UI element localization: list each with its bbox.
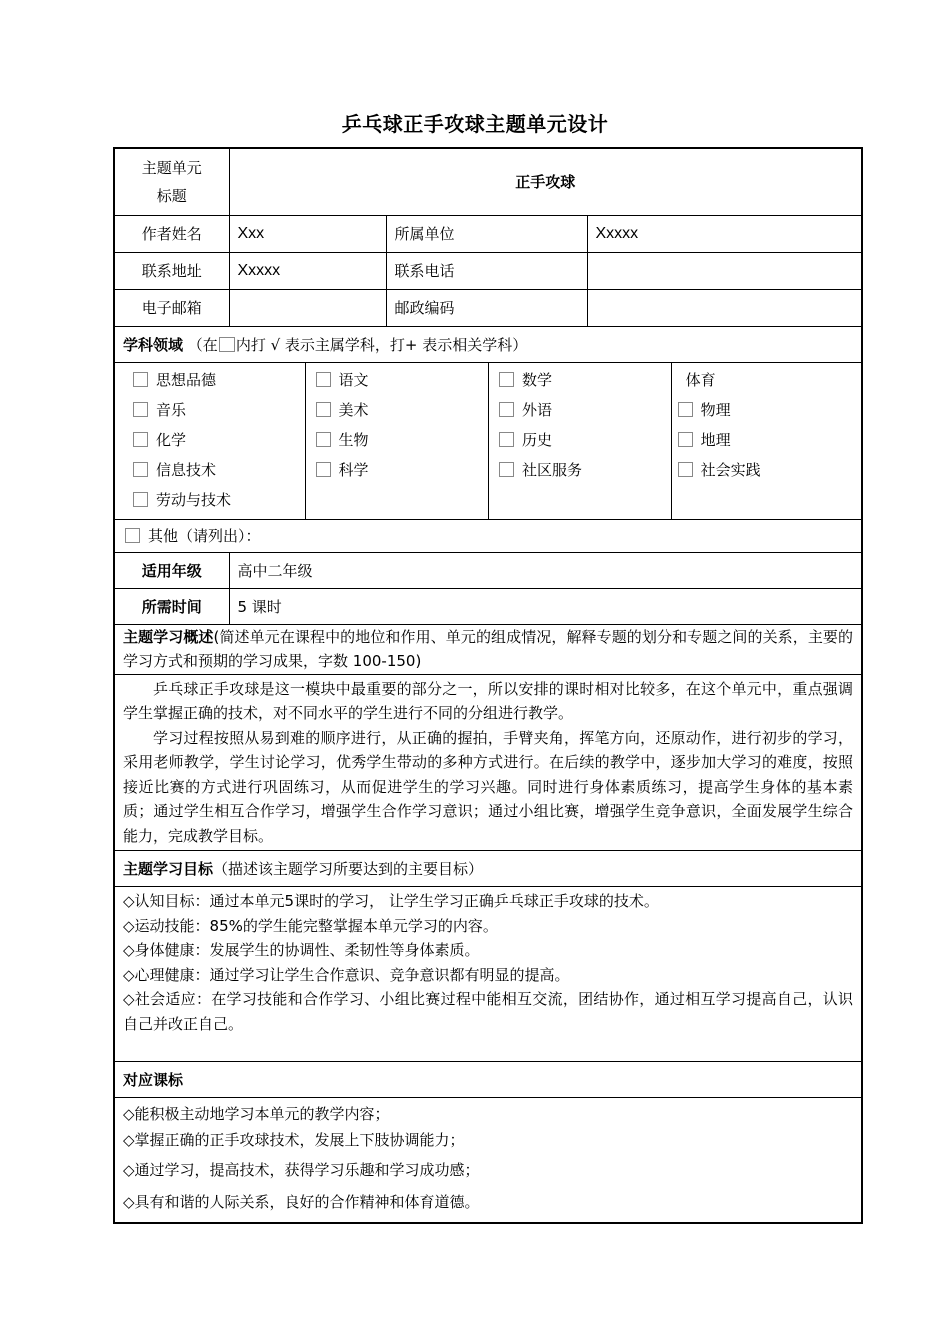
checkbox-icon[interactable]: [499, 432, 514, 447]
overview-header: [114, 624, 862, 674]
unit-label: 所属单位: [386, 215, 587, 252]
email-value[interactable]: [229, 289, 386, 326]
checkbox-icon[interactable]: [316, 432, 331, 447]
subject-area-note-post: 内打 √ 表示主属学科，打+ 表示相关学科）: [235, 335, 528, 354]
time-row: [114, 588, 862, 624]
checkbox-icon[interactable]: [678, 432, 693, 447]
standards-heading: 对应课标: [114, 1062, 862, 1098]
overview-heading: 主题学习概述: [123, 627, 214, 646]
document-title: 乒乓球正手攻球主题单元设计: [341, 112, 609, 136]
checkbox-icon[interactable]: [499, 402, 514, 417]
checkbox-icon[interactable]: [133, 492, 148, 507]
subject-option[interactable]: 地理: [678, 429, 853, 459]
standards-body[interactable]: [114, 1098, 862, 1224]
standard-item: ◇能积极主动地学习本单元的教学内容；: [123, 1105, 390, 1123]
standard-item: ◇具有和谐的人际关系，良好的合作精神和体育道德。: [123, 1193, 480, 1211]
subject-column-1: [123, 363, 306, 519]
overview-paragraph: 乒乓球正手攻球是这一模块中最重要的部分之一，所以安排的课时相对比较多，在这个单元中，重点强调学生掌握正确的技术，对不同水平的学生进行不同的分组进行教学。: [123, 679, 854, 722]
overview-note: (简述单元在课程中的地位和作用、单元的组成情况，解释专题的划分和专题之间的关系，主要的学习方式和预期的学习成果，字数 100-150): [123, 627, 854, 670]
subject-option[interactable]: 思想品德: [133, 369, 305, 399]
goals-body[interactable]: [114, 887, 862, 1062]
checkbox-icon[interactable]: [133, 432, 148, 447]
standard-item: ◇掌握正确的正手攻球技术，发展上下肢协调能力；: [123, 1131, 465, 1149]
address-row: [114, 252, 862, 289]
author-label: 作者姓名: [114, 215, 229, 252]
subject-option[interactable]: 生物: [316, 429, 489, 459]
subject-column-2: [306, 363, 490, 519]
subject-option[interactable]: 音乐: [133, 399, 305, 429]
goal-item: ◇社会适应：在学习技能和合作学习、小组比赛过程中能相互交流，团结协作，通过相互学习提高自己，认识自己并改正自己。: [123, 990, 854, 1033]
grade-value[interactable]: 高中二年级: [229, 552, 862, 588]
subject-option[interactable]: 劳动与技术: [133, 489, 305, 519]
address-label: 联系地址: [114, 252, 229, 289]
overview-paragraph: 学习过程按照从易到难的顺序进行，从正确的握拍，手臂夹角，挥笔方向，还原动作，进行初步的学习，采用老师教学，学生讨论学习，优秀学生带动的多种方式进行。在后续的教学中，逐步加大学习的难度，按照接近比赛的方式进行巩固练习，从而促进学生的学习兴趣。同时进行身体素质练习，提高学生身体的基本素质；通过学生相互合作学习，增强学生合作学习意识；通过小组比赛，增强学生竞争意识，全面发展学生综合能力，完成教学目标。: [123, 728, 854, 845]
checkbox-icon[interactable]: [499, 372, 514, 387]
email-label: 电子邮箱: [114, 289, 229, 326]
subject-option[interactable]: 语文: [316, 369, 489, 399]
subject-option[interactable]: 社会实践: [678, 459, 853, 489]
subject-grid-cell: [114, 362, 862, 519]
standards-body-row: [114, 1098, 862, 1224]
subject-other-row: [114, 519, 862, 552]
goal-item: ◇身体健康：发展学生的协调性、柔韧性等身体素质。: [123, 941, 480, 959]
phone-label: 联系电话: [386, 252, 587, 289]
subject-column-4: [672, 363, 853, 519]
subject-option[interactable]: 物理: [678, 399, 853, 429]
checkbox-icon[interactable]: [133, 372, 148, 387]
checkbox-sample-icon: [219, 337, 235, 352]
subject-option[interactable]: 化学: [133, 429, 305, 459]
author-value[interactable]: Xxx: [229, 215, 386, 252]
checkbox-icon[interactable]: [316, 372, 331, 387]
grade-row: [114, 552, 862, 588]
address-value[interactable]: Xxxxx: [229, 252, 386, 289]
checkbox-icon[interactable]: [316, 462, 331, 477]
goal-item: ◇认知目标：通过本单元5课时的学习， 让学生学习正确乒乓球正手攻球的技术。: [123, 892, 659, 910]
subject-grid: [123, 363, 853, 519]
standard-item: ◇通过学习，提高技术，获得学习乐趣和学习成功感；: [123, 1161, 480, 1179]
checkbox-icon[interactable]: [125, 528, 140, 543]
time-label: 所需时间: [114, 588, 229, 624]
postcode-value[interactable]: [587, 289, 862, 326]
subject-area-note-pre: （在: [187, 335, 218, 354]
time-value[interactable]: 5 课时: [229, 588, 862, 624]
subject-grid-row: [114, 362, 862, 519]
subject-option[interactable]: 社区服务: [499, 459, 671, 489]
topic-value[interactable]: 正手攻球: [229, 148, 862, 215]
author-row: [114, 215, 862, 252]
checkbox-icon[interactable]: [499, 462, 514, 477]
goal-item: ◇心理健康：通过学习让学生合作意识、竞争意识都有明显的提高。: [123, 965, 570, 984]
overview-body[interactable]: [114, 674, 862, 851]
subject-option[interactable]: 外语: [499, 399, 671, 429]
phone-value[interactable]: [587, 252, 862, 289]
goals-header-row: [114, 851, 862, 887]
goals-header: [114, 851, 862, 887]
topic-label: 主题单元 标题: [114, 148, 229, 215]
overview-header-row: [114, 624, 862, 674]
checkbox-icon[interactable]: [678, 402, 693, 417]
goal-item: ◇运动技能：85%的学生能完整掌握本单元学习的内容。: [123, 916, 498, 935]
checkbox-icon[interactable]: [316, 402, 331, 417]
checkbox-icon[interactable]: [133, 402, 148, 417]
checkbox-icon[interactable]: [133, 462, 148, 477]
subject-area-header: [114, 326, 862, 362]
subject-option[interactable]: 历史: [499, 429, 671, 459]
subject-option[interactable]: 科学: [316, 459, 489, 489]
standards-header-row: [114, 1062, 862, 1098]
unit-value[interactable]: Xxxxx: [587, 215, 862, 252]
subject-option[interactable]: 信息技术: [133, 459, 305, 489]
email-row: [114, 289, 862, 326]
goals-note: （描述该主题学习所要达到的主要目标）: [213, 860, 484, 878]
subject-other[interactable]: 其他（请列出）：: [114, 519, 862, 552]
unit-design-table: [113, 147, 863, 1224]
postcode-label: 邮政编码: [386, 289, 587, 326]
subject-option[interactable]: 美术: [316, 399, 489, 429]
goals-body-row: [114, 887, 862, 1062]
subject-option[interactable]: 体育: [685, 370, 716, 389]
checkbox-icon[interactable]: [678, 462, 693, 477]
subject-column-3: [489, 363, 672, 519]
subject-option[interactable]: 数学: [499, 369, 671, 399]
goals-heading: 主题学习目标: [123, 860, 214, 878]
subject-area-header-row: [114, 326, 862, 362]
topic-row: [114, 148, 862, 215]
subject-area-heading: 学科领域: [123, 335, 184, 354]
grade-label: 适用年级: [114, 552, 229, 588]
overview-body-row: [114, 674, 862, 851]
